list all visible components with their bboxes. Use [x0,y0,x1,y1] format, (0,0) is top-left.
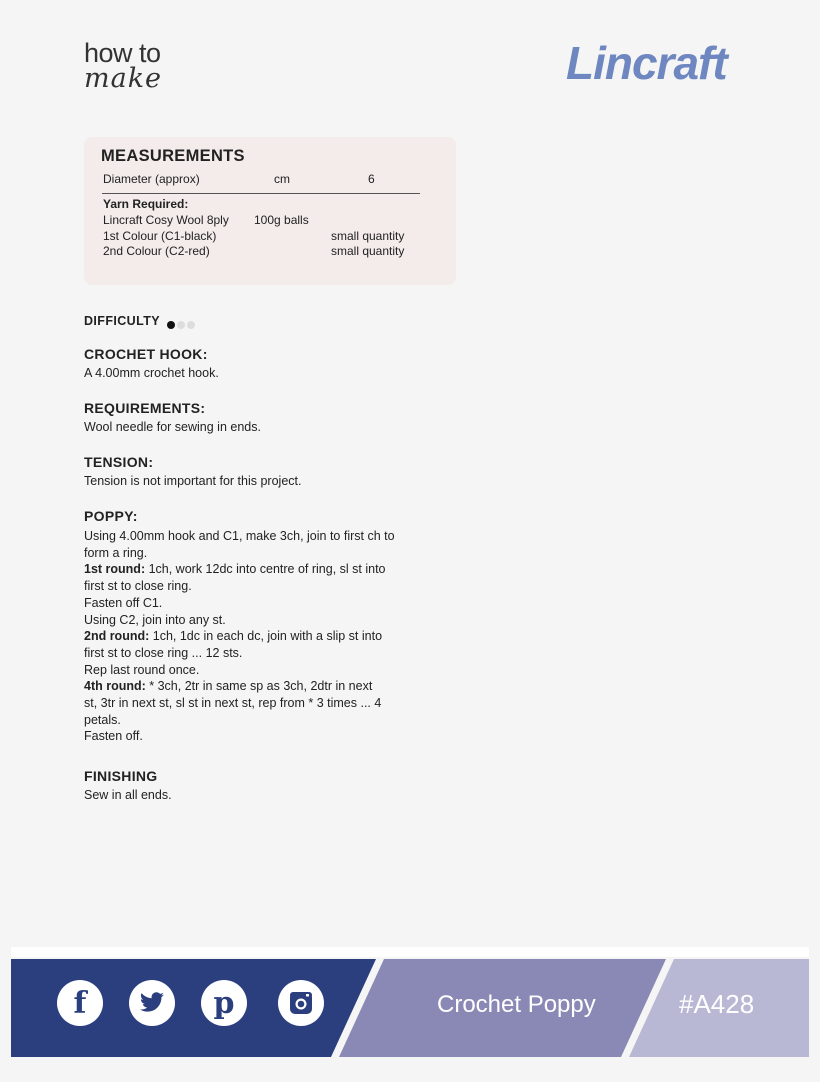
fasten-off-c1: Fasten off C1. [84,595,163,610]
measurements-box [84,137,456,285]
tension-title: TENSION: [84,454,154,470]
yarn-name: Lincraft Cosy Wool 8ply [103,213,229,227]
how-to-make-logo [84,40,162,92]
round2-text2: first st to close ring ... 12 sts. [84,645,243,660]
twitter-icon[interactable] [129,980,175,1026]
difficulty-dot-empty [187,321,195,329]
difficulty-dot-filled [167,321,175,329]
finishing-title: FINISHING [84,768,158,784]
yarn-size: 100g balls [254,213,309,227]
tension-section [84,454,404,490]
c1-label: 1st Colour (C1-black) [103,229,217,243]
using-c2: Using C2, join into any st. [84,612,226,627]
c1-qty: small quantity [331,229,405,243]
finishing-section [84,768,404,804]
hook-title: CROCHET HOOK: [84,346,208,362]
round4-text1: * 3ch, 2tr in same sp as 3ch, 2dtr in next [145,679,373,694]
round4-label: 4th round: [84,679,146,694]
round1-label: 1st round: [84,562,146,577]
poppy-title: POPPY: [84,508,138,524]
poppy-intro-1: Using 4.00mm hook and C1, make 3ch, join to first ch to [84,529,395,543]
diameter-label: Diameter (approx) [103,172,200,186]
repeat-round: Rep last round once. [84,662,200,677]
fasten-off: Fasten off. [84,729,143,744]
hook-text: A 4.00mm crochet hook. [84,366,219,380]
round1-text2: first st to close ring. [84,579,192,594]
difficulty-label: DIFFICULTY [84,314,160,328]
c2-label: 2nd Colour (C2-red) [103,244,210,258]
round1-text1: 1ch, work 12dc into centre of ring, sl st into [145,562,386,577]
footer-banner [11,947,809,1057]
diameter-unit: cm [274,172,290,186]
diameter-value: 6 [368,172,375,186]
facebook-icon[interactable]: f [57,980,103,1026]
c2-qty: small quantity [331,244,405,258]
project-code: #A428 [679,989,755,1019]
difficulty-rating [167,316,197,334]
finishing-text: Sew in all ends. [84,788,172,802]
difficulty-dot-empty [177,321,185,329]
howto-line1: how to [84,38,161,68]
requirements-title: REQUIREMENTS: [84,400,206,416]
requirements-text: Wool needle for sewing in ends. [84,420,261,434]
measurements-title: MEASUREMENTS [101,147,245,165]
round1-line1 [84,561,414,578]
yarn-title: Yarn Required: [103,197,189,211]
round2-text1: 1ch, 1dc in each dc, join with a slip st into [149,629,383,644]
poppy-section [84,508,414,745]
round4-text2: st, 3tr in next st, sl st in next st, rep from * 3 times ... 4 [84,696,382,711]
round2-line1 [84,628,414,645]
project-name: Crochet Poppy [437,991,596,1018]
howto-line2: make [84,63,163,94]
instagram-icon[interactable] [278,980,324,1026]
requirements-section [84,400,404,436]
tension-text: Tension is not important for this project. [84,474,302,488]
round2-label: 2nd round: [84,629,150,644]
poppy-intro-2: form a ring. [84,545,148,560]
lincraft-logo: Lincraft [566,37,727,89]
pinterest-icon[interactable]: p [201,980,247,1026]
divider [102,193,420,194]
round4-text3: petals. [84,712,121,727]
round4-line1 [84,678,414,695]
hook-section [84,346,404,382]
